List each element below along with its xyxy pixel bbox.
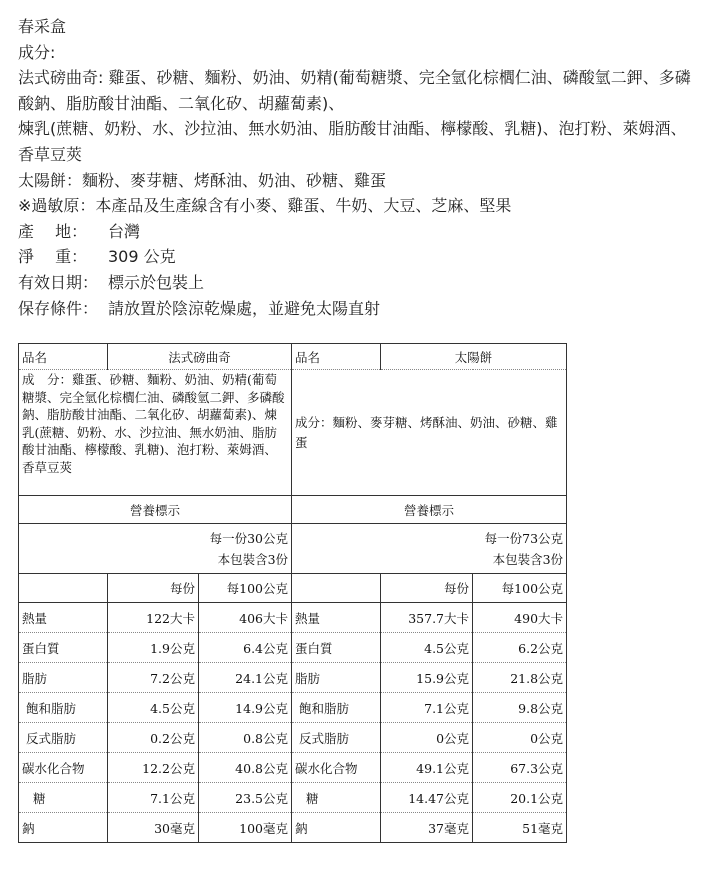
ingredients-heading: 成分: [18, 42, 56, 62]
table-row [19, 524, 567, 574]
value-right-100g: 6.2公克 [473, 633, 567, 663]
nutrient-label: 反式脂肪 [292, 723, 381, 753]
ingredients-line-2: 煉乳(蔗糖、奶粉、水、沙拉油、無水奶油、脂肪酸甘油酯、檸檬酸、乳糖)、泡打粉、萊姆酒、香草豆莢 [18, 119, 687, 164]
table-row [19, 783, 567, 813]
per-serving-right: 每一份73公克 [484, 530, 564, 546]
nutrient-label: 脂肪 [19, 663, 108, 693]
nutrient-label: 碳水化合物 [19, 753, 108, 783]
servings-left: 本包裝含3份 [217, 551, 289, 567]
storage-value: 請放置於陰涼乾燥處，並避免太陽直射 [108, 298, 381, 318]
value-left-serving: 1.9公克 [108, 633, 199, 663]
table-row [19, 723, 567, 753]
value-left-serving: 7.1公克 [108, 783, 199, 813]
serving-right [292, 524, 567, 574]
origin-row [18, 219, 698, 245]
table-row [19, 813, 567, 843]
table-row [19, 753, 567, 783]
table-row [19, 693, 567, 723]
nutrition-title-right: 營養標示 [292, 496, 567, 524]
value-right-100g: 67.3公克 [473, 753, 567, 783]
col-per-100-left: 每100公克 [199, 574, 292, 603]
value-left-serving: 122大卡 [108, 603, 199, 633]
value-right-100g: 20.1公克 [473, 783, 567, 813]
nutrient-label: 飽和脂肪 [19, 693, 108, 723]
col-per-serving-right: 每份 [381, 574, 473, 603]
nutrient-label: 熱量 [19, 603, 108, 633]
table-row [19, 496, 567, 524]
value-right-serving: 4.5公克 [381, 633, 473, 663]
product-name-right: 太陽餅 [381, 344, 567, 370]
ingredients-line-3: 太陽餅：麵粉、麥芽糖、烤酥油、奶油、砂糖、雞蛋 [18, 170, 387, 190]
nutrient-label: 反式脂肪 [19, 723, 108, 753]
col-per-100-right: 每100公克 [473, 574, 567, 603]
name-label-left: 品名 [19, 344, 108, 370]
value-left-100g: 14.9公克 [199, 693, 292, 723]
table-row [19, 344, 567, 370]
nutrient-label: 蛋白質 [19, 633, 108, 663]
value-left-serving: 4.5公克 [108, 693, 199, 723]
product-name-left: 法式磅曲奇 [108, 344, 292, 370]
expiry-value: 標示於包裝上 [108, 272, 205, 292]
value-left-100g: 40.8公克 [199, 753, 292, 783]
expiry-row [18, 270, 698, 296]
value-left-100g: 23.5公克 [199, 783, 292, 813]
nutrient-label: 脂肪 [292, 663, 381, 693]
nutrient-label: 熱量 [292, 603, 381, 633]
table-row [19, 633, 567, 663]
product-info [18, 14, 698, 321]
table-row [19, 603, 567, 633]
value-right-serving: 49.1公克 [381, 753, 473, 783]
value-right-serving: 357.7大卡 [381, 603, 473, 633]
table-row [19, 370, 567, 496]
value-right-serving: 15.9公克 [381, 663, 473, 693]
value-left-serving: 12.2公克 [108, 753, 199, 783]
value-right-100g: 9.8公克 [473, 693, 567, 723]
value-right-100g: 21.8公克 [473, 663, 567, 693]
nutrition-table [18, 343, 567, 843]
allergen-line: ※過敏原：本產品及生產線含有小麥、雞蛋、牛奶、大豆、芝麻、堅果 [18, 196, 512, 216]
value-right-serving: 14.47公克 [381, 783, 473, 813]
value-left-serving: 30毫克 [108, 813, 199, 843]
storage-label: 保存條件： [18, 298, 99, 318]
ingredients-right: 成分：麵粉、麥芽糖、烤酥油、奶油、砂糖、雞蛋 [292, 370, 567, 496]
value-right-serving: 0公克 [381, 723, 473, 753]
name-label-right: 品名 [292, 344, 381, 370]
nutrient-label: 碳水化合物 [292, 753, 381, 783]
nutrition-title-left: 營養標示 [19, 496, 292, 524]
weight-value: 309 公克 [108, 247, 176, 267]
value-left-100g: 0.8公克 [199, 723, 292, 753]
value-right-100g: 490大卡 [473, 603, 567, 633]
value-left-100g: 6.4公克 [199, 633, 292, 663]
weight-row [18, 244, 698, 270]
per-serving-left: 每一份30公克 [209, 530, 289, 546]
ingredients-left: 成 分：雞蛋、砂糖、麵粉、奶油、奶精(葡萄糖漿、完全氫化棕櫚仁油、磷酸氫二鉀、多磷酸鈉、脂肪酸甘油酯、二氧化矽、胡蘿蔔素)、煉乳(蔗糖、奶粉、水、沙拉油、無水奶油、脂肪酸甘油酯、檸檬酸、乳糖)、泡打粉、萊姆酒、香草豆莢 [19, 370, 292, 496]
nutrient-label: 糖 [292, 783, 381, 813]
ingredients-line-1: 法式磅曲奇: 雞蛋、砂糖、麵粉、奶油、奶精(葡萄糖漿、完全氫化棕櫚仁油、磷酸氫二鉀、多磷酸鈉、脂肪酸甘油酯、二氧化矽、胡蘿蔔素)、 [18, 68, 691, 113]
value-left-100g: 24.1公克 [199, 663, 292, 693]
value-right-serving: 37毫克 [381, 813, 473, 843]
serving-left [19, 524, 292, 574]
nutrient-label: 鈉 [19, 813, 108, 843]
value-left-100g: 406大卡 [199, 603, 292, 633]
value-right-100g: 0公克 [473, 723, 567, 753]
expiry-label: 有效日期： [18, 272, 99, 292]
nutrient-label: 鈉 [292, 813, 381, 843]
value-right-serving: 7.1公克 [381, 693, 473, 723]
table-row [19, 663, 567, 693]
col-per-serving-left: 每份 [108, 574, 199, 603]
value-right-100g: 51毫克 [473, 813, 567, 843]
nutrient-label: 糖 [19, 783, 108, 813]
nutrient-label: 蛋白質 [292, 633, 381, 663]
value-left-serving: 7.2公克 [108, 663, 199, 693]
table-row [19, 574, 567, 603]
servings-right: 本包裝含3份 [492, 551, 564, 567]
origin-value: 台灣 [108, 221, 141, 241]
value-left-serving: 0.2公克 [108, 723, 199, 753]
product-title: 春采盒 [18, 17, 67, 36]
storage-row [18, 296, 698, 322]
nutrient-label: 飽和脂肪 [292, 693, 381, 723]
weight-label: 淨 重： [18, 247, 88, 267]
origin-label: 產 地： [18, 221, 88, 241]
value-left-100g: 100毫克 [199, 813, 292, 843]
